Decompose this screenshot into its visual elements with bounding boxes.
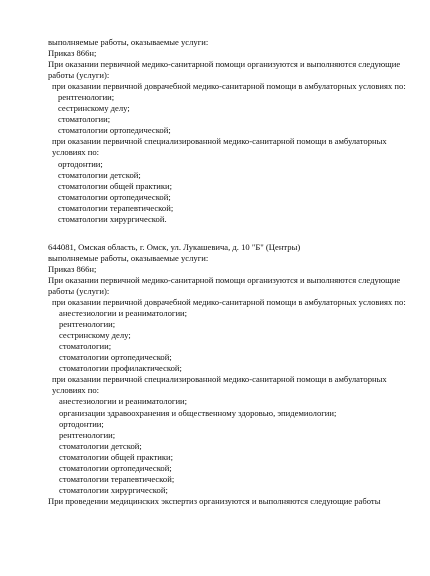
list-item: стоматологии; <box>59 341 112 352</box>
list-item: сестринскому делу; <box>59 330 131 341</box>
section-spacer <box>48 225 418 242</box>
order-reference: Приказ 866н; <box>48 263 97 274</box>
list-item: стоматологии терапевтической; <box>58 202 174 213</box>
section-first <box>48 37 418 225</box>
list-item: рентгенологии; <box>58 92 115 103</box>
list-item: анестезиологии и реаниматологии; <box>59 396 188 407</box>
list-item: стоматологии профилактической; <box>59 363 182 374</box>
primary-care-intro: При оказании первичной медико-санитарной помощи организуются и выполняются следующие работы (услуги): <box>48 59 401 81</box>
list-item: стоматологии детской; <box>58 169 141 180</box>
list-item: ортодонтии; <box>58 158 103 169</box>
list-item: рентгенологии; <box>59 429 116 440</box>
pre-medical-care-heading: при оказании первичной доврачебной медико-санитарной помощи в амбулаторных условиях по: <box>52 297 406 308</box>
list-item: стоматологии ортопедической; <box>58 125 171 136</box>
address-line: 644081, Омская область, г. Омск, ул. Лукашевича, д. 10 "Б" (Центры) <box>48 241 301 252</box>
expertise-intro: При проведении медицинских экспертиз организуются и выполняются следующие работы <box>48 495 381 506</box>
list-item: стоматологии хирургической; <box>59 484 168 495</box>
services-heading: выполняемые работы, оказываемые услуги: <box>48 252 209 263</box>
list-item: стоматологии общей практики; <box>58 180 172 191</box>
list-item: стоматологии; <box>58 114 111 125</box>
document-text <box>48 37 418 507</box>
list-item: рентгенологии; <box>59 319 116 330</box>
primary-care-intro: При оказании первичной медико-санитарной помощи организуются и выполняются следующие работы (услуги): <box>48 274 401 296</box>
order-reference: Приказ 866н; <box>48 48 97 59</box>
list-item: стоматологии терапевтической; <box>59 473 175 484</box>
list-item: стоматологии детской; <box>59 440 142 451</box>
list-item: стоматологии ортопедической; <box>59 352 172 363</box>
services-heading: выполняемые работы, оказываемые услуги: <box>48 37 209 47</box>
list-item: стоматологии ортопедической; <box>58 191 171 202</box>
list-item: ортодонтии; <box>59 418 104 429</box>
specialized-care-heading: при оказании первичной специализированной медико-санитарной помощи в амбулаторных условиях по: <box>52 136 387 158</box>
pre-medical-care-heading: при оказании первичной доврачебной медико-санитарной помощи в амбулаторных условиях по: <box>52 81 406 92</box>
list-item: стоматологии хирургической. <box>58 213 167 224</box>
list-item: анестезиологии и реаниматологии; <box>59 308 188 319</box>
list-item: сестринскому делу; <box>58 103 130 114</box>
list-item: стоматологии общей практики; <box>59 451 173 462</box>
list-item: организации здравоохранения и общественному здоровью, эпидемиологии; <box>59 407 337 418</box>
section-second <box>48 242 418 507</box>
list-item: стоматологии ортопедической; <box>59 462 172 473</box>
specialized-care-heading: при оказании первичной специализированной медико-санитарной помощи в амбулаторных условиях по: <box>52 374 387 396</box>
